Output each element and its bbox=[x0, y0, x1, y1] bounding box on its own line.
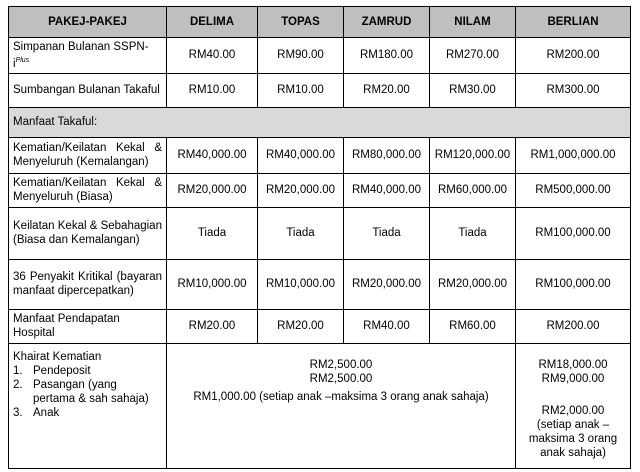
cell-simpanan-nilam: RM270.00 bbox=[430, 38, 516, 74]
cell-kk-nilam: RM120,000.00 bbox=[430, 137, 516, 173]
khairat-berlian-pasangan: RM9,000.00 bbox=[541, 372, 605, 385]
label-penyakit-kritikal: 36 Penyakit Kritikal (bayaran manfaat dipercepatkan) bbox=[9, 259, 167, 309]
label-simpanan-text: Simpanan Bulanan SSPN-i bbox=[13, 41, 149, 70]
list-item bbox=[13, 378, 162, 406]
cell-pk-nilam: RM20,000.00 bbox=[430, 259, 516, 309]
cell-ph-topas: RM20.00 bbox=[258, 309, 344, 343]
cell-sumbangan-zamrud: RM20.00 bbox=[344, 73, 430, 107]
cell-sumbangan-topas: RM10.00 bbox=[258, 73, 344, 107]
khairat-num-1: 1. bbox=[13, 364, 23, 377]
khairat-berlian-anak-note: (setiap anak – maksima 3 orang anak sahaja) bbox=[528, 418, 618, 459]
cell-pk-berlian: RM100,000.00 bbox=[516, 259, 631, 309]
section-manfaat-takaful: Manfaat Takaful: bbox=[9, 107, 631, 137]
header-row bbox=[9, 7, 631, 38]
cell-kb-delima: RM20,000.00 bbox=[167, 173, 258, 207]
row-kematian-kemalangan bbox=[9, 137, 631, 173]
row-section-manfaat bbox=[9, 107, 631, 137]
label-kematian-kemalangan: Kematian/Keilatan Kekal & Menyeluruh (Kemalangan) bbox=[9, 137, 167, 173]
row-khairat-kematian bbox=[9, 343, 631, 468]
row-pendapatan-hospital bbox=[9, 309, 631, 343]
cell-kk-berlian: RM1,000,000.00 bbox=[516, 137, 631, 173]
khairat-title: Khairat Kematian bbox=[13, 350, 102, 363]
label-kematian-biasa: Kematian/Keilatan Kekal & Menyeluruh (Biasa) bbox=[9, 173, 167, 207]
cell-pk-topas: RM10,000.00 bbox=[258, 259, 344, 309]
header-topas: TOPAS bbox=[258, 7, 344, 38]
label-ks-line-b: (Biasa dan Kemalangan) bbox=[13, 234, 140, 247]
khairat-merged-pendeposit: RM2,500.00 bbox=[309, 358, 373, 371]
list-item bbox=[13, 364, 162, 378]
cell-pk-zamrud: RM20,000.00 bbox=[344, 259, 430, 309]
khairat-num-3: 3. bbox=[13, 406, 23, 419]
label-sumbangan: Sumbangan Bulanan Takaful bbox=[9, 73, 167, 107]
cell-ks-nilam: Tiada bbox=[430, 207, 516, 259]
header-pakej: PAKEJ-PAKEJ bbox=[9, 7, 167, 38]
label-khairat-kematian bbox=[9, 343, 167, 468]
cell-sumbangan-delima: RM10.00 bbox=[167, 73, 258, 107]
list-item bbox=[13, 406, 162, 420]
row-sumbangan bbox=[9, 73, 631, 107]
cell-kk-topas: RM40,000.00 bbox=[258, 137, 344, 173]
row-simpanan bbox=[9, 38, 631, 74]
khairat-berlian-wrap bbox=[520, 344, 626, 460]
label-pendapatan-hospital: Manfaat Pendapatan Hospital bbox=[9, 309, 167, 343]
cell-kk-delima: RM40,000.00 bbox=[167, 137, 258, 173]
cell-simpanan-delima: RM40.00 bbox=[167, 38, 258, 74]
cell-kk-zamrud: RM80,000.00 bbox=[344, 137, 430, 173]
pakej-table-container bbox=[8, 6, 630, 469]
label-ks-line-a: Keilatan Kekal & Sebahagian bbox=[13, 220, 162, 233]
khairat-berlian-pendeposit: RM18,000.00 bbox=[538, 358, 608, 371]
khairat-text-2: Pasangan (yang pertama & sah sahaja) bbox=[33, 378, 149, 405]
khairat-merged-anak: RM1,000.00 (setiap anak –maksima 3 orang anak sahaja) bbox=[193, 390, 489, 403]
cell-ks-zamrud: Tiada bbox=[344, 207, 430, 259]
khairat-merged-lines bbox=[167, 358, 515, 386]
label-keilatan-sebahagian bbox=[9, 207, 167, 259]
cell-ph-zamrud: RM40.00 bbox=[344, 309, 430, 343]
khairat-merged-wrap bbox=[167, 344, 515, 466]
cell-kb-berlian: RM500,000.00 bbox=[516, 173, 631, 207]
cell-ks-topas: Tiada bbox=[258, 207, 344, 259]
khairat-berlian-anak: RM2,000.00 bbox=[541, 404, 605, 417]
cell-ph-berlian: RM200.00 bbox=[516, 309, 631, 343]
cell-simpanan-topas: RM90.00 bbox=[258, 38, 344, 74]
label-simpanan-sup: Plus bbox=[15, 57, 30, 64]
cell-pk-delima: RM10,000.00 bbox=[167, 259, 258, 309]
cell-khairat-merged bbox=[167, 343, 516, 468]
cell-kb-nilam: RM60,000.00 bbox=[430, 173, 516, 207]
header-zamrud: ZAMRUD bbox=[344, 7, 430, 38]
cell-sumbangan-berlian: RM300.00 bbox=[516, 73, 631, 107]
cell-kb-zamrud: RM40,000.00 bbox=[344, 173, 430, 207]
cell-simpanan-berlian: RM200.00 bbox=[516, 38, 631, 74]
row-penyakit-kritikal bbox=[9, 259, 631, 309]
row-kematian-biasa bbox=[9, 173, 631, 207]
cell-simpanan-zamrud: RM180.00 bbox=[344, 38, 430, 74]
header-berlian: BERLIAN bbox=[516, 7, 631, 38]
cell-ph-delima: RM20.00 bbox=[167, 309, 258, 343]
cell-kb-topas: RM20,000.00 bbox=[258, 173, 344, 207]
khairat-merged-pasangan: RM2,500.00 bbox=[309, 372, 373, 385]
cell-ks-berlian: RM100,000.00 bbox=[516, 207, 631, 259]
header-delima: DELIMA bbox=[167, 7, 258, 38]
cell-ks-delima: Tiada bbox=[167, 207, 258, 259]
cell-sumbangan-nilam: RM30.00 bbox=[430, 73, 516, 107]
row-keilatan-sebahagian bbox=[9, 207, 631, 259]
label-simpanan bbox=[9, 38, 167, 74]
pakej-comparison-table bbox=[8, 6, 631, 469]
khairat-num-2: 2. bbox=[13, 378, 23, 391]
cell-ph-nilam: RM60.00 bbox=[430, 309, 516, 343]
khairat-text-3: Anak bbox=[33, 406, 60, 419]
khairat-list bbox=[13, 364, 162, 420]
khairat-text-1: Pendeposit bbox=[33, 364, 91, 377]
header-nilam: NILAM bbox=[430, 7, 516, 38]
cell-khairat-berlian bbox=[516, 343, 631, 468]
